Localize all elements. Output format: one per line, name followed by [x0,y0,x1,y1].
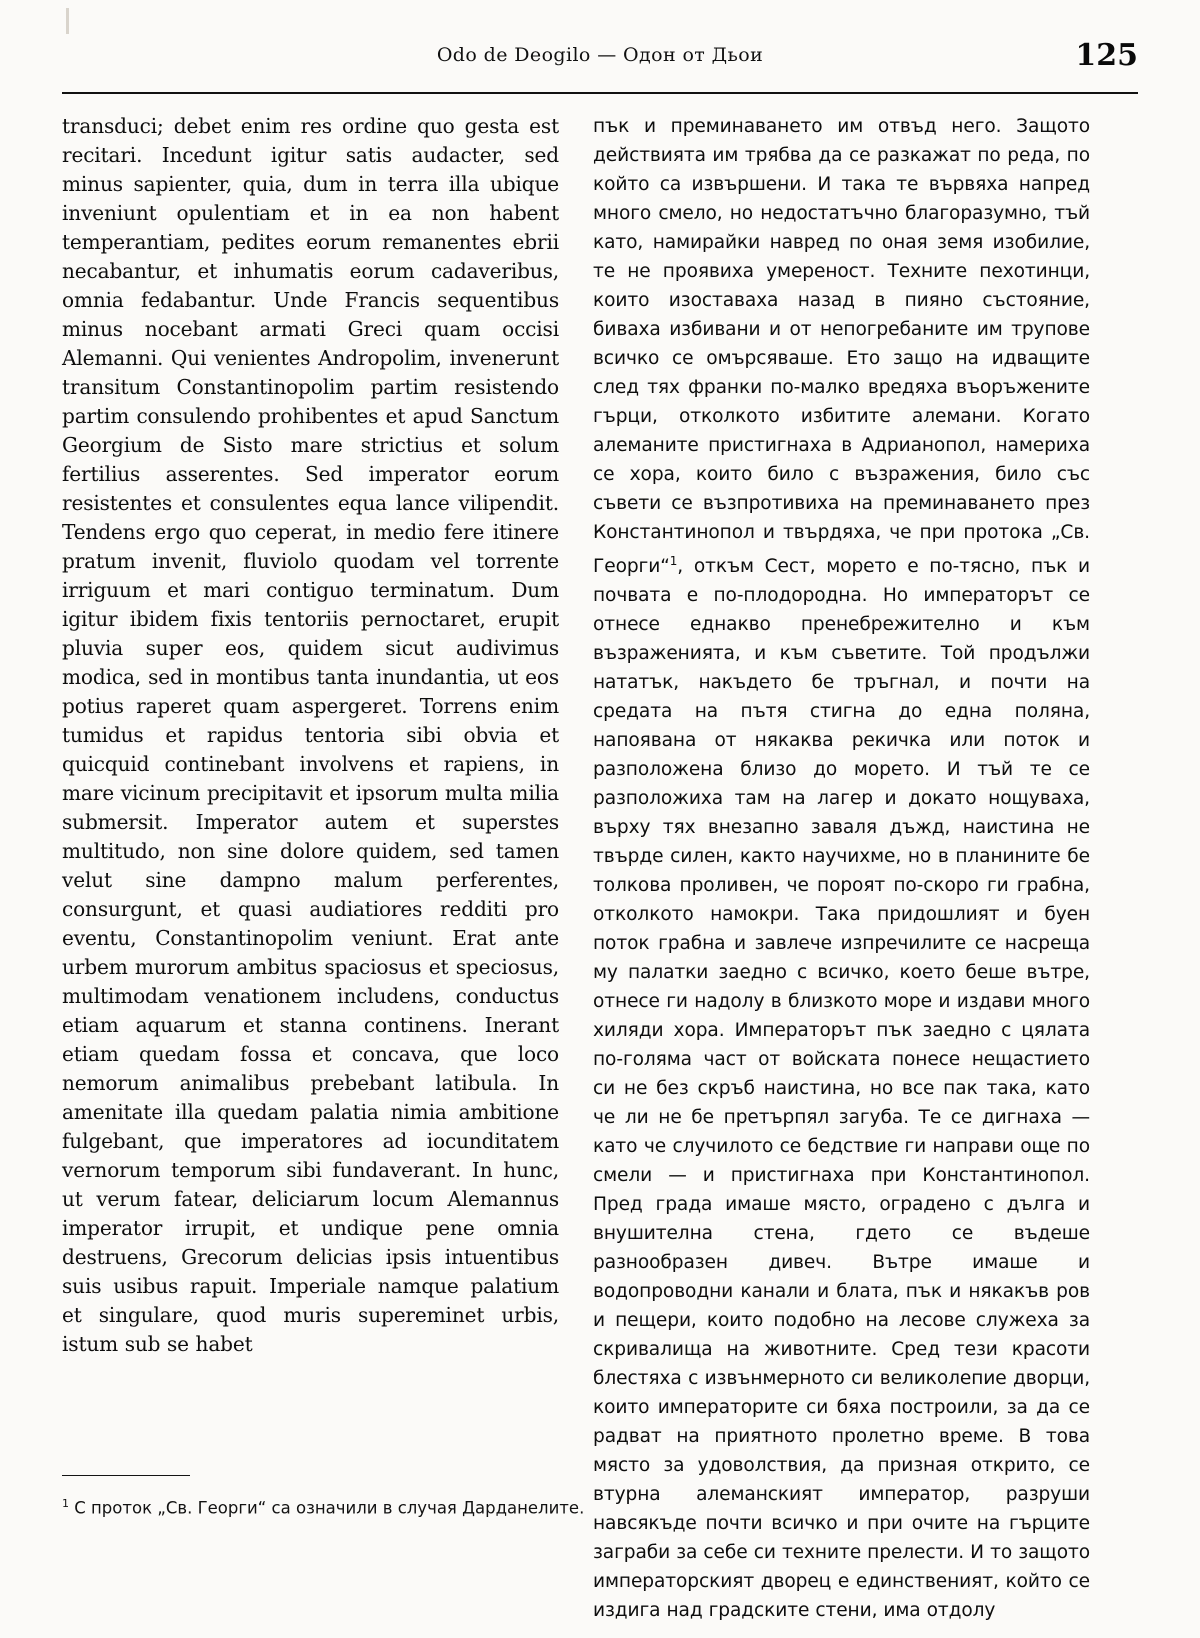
column-bulgarian [593,112,1090,1622]
bulgarian-text-before-note: пък и преминаването им отвъд него. Защото действията им трябва да се разкажат по реда, по който са извършени. И така те вървяха напред много смело, но недостатъчно благоразумно, тъй като, намирайки навред по оная земя изобилие, те не проявиха умереност. Техните пехотинци, които изоставаха назад в пияно състояние, биваха избивани и от непогребаните им трупове всичко се омърсяваше. Ето защо на идващите след тях франки по-малко вредяха въоръжените гърци, отколкото избитите алемани. Когато алеманите пристигнаха в Адрианопол, намериха се хора, които било с възражения, било със съвети се възпротивиха на преминаването през Константинопол и твърдяха, че при протока „Св. Георги“ [593,116,1090,578]
footnote-text [62,1492,585,1521]
bulgarian-body-text [593,112,1090,1625]
bulgarian-text-after-note: , откъм Сест, морето е по-тясно, пък и почвата е по-плодородна. Но императорът се отнесе еднакво пренебрежително и към възраженията, и към съветите. Той продължи нататък, накъдето бе тръгнал, и почти на средата на пътя стигна до една поляна, напоявана от някаква рекичка или поток и разположена близо до морето. И тъй те се разположиха там на лагер и докато нощуваха, върху тях внезапно заваля дъжд, наистина не твърде силен, както научихме, но в планините бе толкова проливен, че пороят по-скоро ги грабна, отколкото намокри. Така придошлият и буен поток грабна и завлече изпречилите се насреща му палатки заедно с всичко, което беше вътре, отнесе ги надолу в близкото море и издави много хиляди хора. Императорът пък заедно с цялата по-голяма част от войската понесе нещастието си не без скръб наистина, но все пак така, като че ли не бе претърпял загуба. Те се дигнаха — като че случилото се бедствие ги направи още по смели — и пристигнаха при Константинопол. Пред града имаше място, оградено с дълга и внушителна стена, гдето се въдеше разнообразен дивеч. Вътре имаше и водопроводни канали и блата, пък и някакъв ров и пещери, които подобно на лесове служеха за скривалища на животните. Сред тези красоти блестяха с извънмерното си великолепие дворци, които императорите си бяха построили, за да се радват на приятното пролетно време. В това място за удоволствия, да призная открито, се втурна алеманският император, разруши навсякъде почти всичко и при очите на гърците заграби за себе си техните прелести. И то защото императорският дворец е единственият, който се издига над градските стени, има отдолу [593,556,1090,1622]
footnote-body: С проток „Св. Георги“ са означили в случая Дарданелите. [74,1498,585,1517]
running-title: Odo de Deogilo — Одон от Дьои [436,44,764,66]
page-header [62,38,1138,84]
latin-body-text: transduci; debet enim res ordine quo gesta est recitari. Incedunt igitur satis audacter, sed minus sapienter, quia, dum in terra illa ubique inveniunt opulentiam et in ea non habent temperantiam, pedites eorum remanentes ebrii necabantur, et inhumatis eorum cadaveribus, omnia fedabantur. Unde Francis sequentibus minus nocebant armati Greci quam occisi Alemanni. Qui venientes Andropolim, invenerunt transitum Constantinopolim partim resistendo partim consulendo prohibentes et apud Sanctum Georgium de Sisto mare strictius et solum fertilius asserentes. Sed imperator eorum resistentes et consulentes equa lance vilipendit. Tendens ergo quo ceperat, in medio fere itinere pratum invenit, fluviolo quodam vel torrente irriguum et mari contiguo terminatum. Dum igitur ibidem fixis tentoriis pernoctaret, erupit pluvia super eos, quidem sicut audivimus modica, sed in montibus tanta inundantia, ut eos potius raperet quam aspergeret. Torrens enim tumidus et rapidus tentoria sibi obvia et quicquid continebant involvens et rapiens, in mare vicinum precipitavit et ipsorum multa milia submersit. Imperator autem et superstes multitudo, non sine dolore quidem, sed tamen velut sine dampno malum perferentes, consurgunt, et quasi audiatiores redditi pro eventu, Constantinopolim veniunt. Erat ante urbem murorum ambitus spaciosus et speciosus, multimodam venationem includens, conductus etiam aquarum et stanna continens. Inerant etiam quedam fossa et concava, que loco nemorum animalibus prebebant latibula. In amenitate illa quedam palatia nimia ambitione fulgebant, que imperatores ad iocunditatem vernorum temporum sibi fundaverant. In hunc, ut verum fatear, deliciarum locum Alemannus imperator irrupit, et undique pene omnia destruens, Grecorum delicias ipsis intuentibus suis usibus rapuit. Imperiale namque palatium et singulare, quod muris supereminet urbis, istum sub se habet [62,114,559,1356]
footnote-area [62,1475,585,1521]
page-number: 125 [1075,38,1138,73]
footnote-separator [62,1475,190,1476]
column-latin [62,112,559,1458]
footnote-marker: 1 [62,1496,69,1510]
footnote-reference-marker: 1 [669,554,678,568]
header-rule [62,92,1138,94]
scan-artifact [66,8,69,34]
